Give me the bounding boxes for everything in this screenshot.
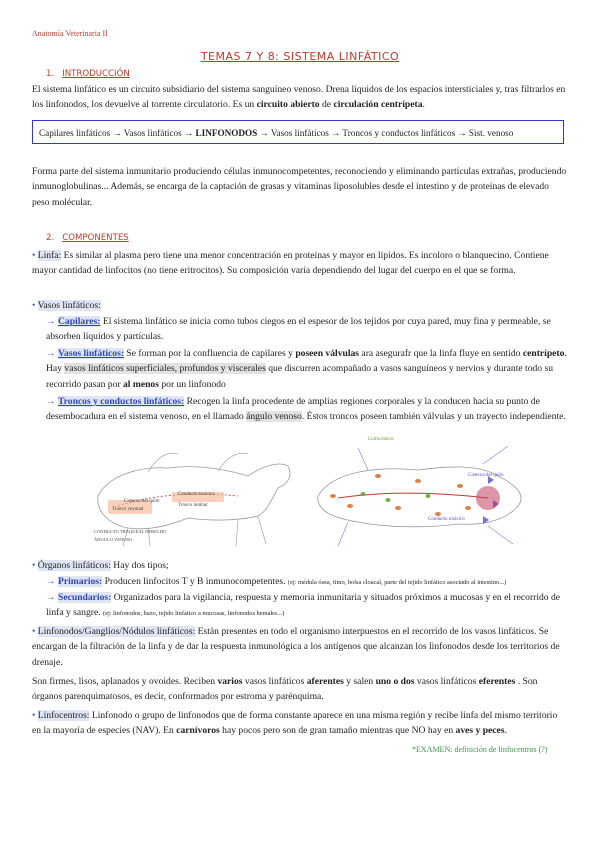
- label-conducto-toracico-right: Conducto torácico: [428, 517, 465, 522]
- vasos-linfaticos-paragraph: → Vasos linfáticos: Se forman por la confluencia de capilares y poseen válvulas ara asegurafr que la linfa fluye en sentido centrípeto. Hay vasos linfáticos superficiales, profundos y viscerales que discurren acompañado a vasos sanguíneos y nervios y durante todo su recorrido pasan por al menos por un linfonodo: [46, 348, 567, 390]
- page-title: TEMAS 7 Y 8: SISTEMA LINFÁTICO: [200, 50, 400, 63]
- linfonodos-paragraph-2: Son firmes, lisos, aplanados y ovoides. Reciben varios vasos linfáticos aferentes y salen uno o dos vasos linfáticos eferentes . Son órganos parenquimatosos, es decir, conformados por estroma y parénquima.: [32, 676, 538, 703]
- header-course: Anatomía Veterinaria II: [32, 29, 108, 38]
- lymph-flow-box: Capilares linfáticos → Vasos linfáticos → LINFONODOS → Vasos linfáticos → Troncos y conductos linfáticos → Sist. venoso: [32, 120, 564, 144]
- section-label: INTRODUCCIÓN: [62, 69, 130, 79]
- section-heading-2: [46, 232, 129, 246]
- term-vasos: Vasos linfáticos:: [37, 300, 101, 311]
- primarios-paragraph: → Primarios: Producen linfocitos T y B inmunocompetentes. (ej: médula ósea, timo, bolsa cloacal, parte del tejido linfático asociado al intestino...): [46, 576, 507, 587]
- term-linfa: Linfa:: [37, 250, 62, 261]
- intro-paragraph: El sistema linfático es un circuito subsidiario del sistema sanguíneo venoso. Drena líquidos de los espacios intersticiales y, tras filtrarlos en los linfonodos, los devuelve al torrente circulatorio. Es un circuito abierto de circulación centrípeta.: [32, 84, 566, 111]
- section-number: 1.: [46, 69, 55, 79]
- label-tronco-yeyunal: Tronco yeyunal: [112, 507, 144, 512]
- section-label: COMPONENTES: [62, 233, 129, 243]
- section-heading-1: [46, 68, 130, 82]
- label-linfocentros: Linfocentros: [368, 437, 394, 442]
- label-tronco-lumbar: Tronco lumbar: [178, 503, 208, 508]
- linfocentros-paragraph: • Linfocentros: Linfonodo o grupo de linfonodos que de forma constante aparece en una misma región y recibe linfa del mismo territorio en la mayoría de especies (NAV). En carnívoros hay pocos pero son de gran tamaño mientras que NO hay en aves y peces.: [32, 710, 558, 737]
- intro-paragraph-2: Forma parte del sistema inmunitario produciendo células inmunocompetentes, reconociendo y eliminando partículas extrañas, produciendo inmunoglobulinas... Además, se encarga de la captación de grasas y vitaminas liposolubles desde el intestino y de proteínas de elevado peso molécular.: [32, 166, 567, 208]
- label-angulo-venoso: ÁNGULO VENOSO: [94, 537, 133, 542]
- organos-heading: • Órganos linfáticos: Hay dos tipos;: [32, 560, 169, 571]
- troncos-paragraph: → Troncos y conductos linfáticos: Recogen la linfa procedente de amplias regiones corporales y la conducen hacia su punto de desembocadura en el sistema venoso, en el llamado ángulo venoso. Éstos troncos poseen también válvulas y un trayecto independiente.: [46, 396, 566, 423]
- label-cisterna-right: Cisterna del quilo: [468, 473, 504, 478]
- secundarios-paragraph: → Secundarios: Organizados para la vigilancia, respuesta y memoria inmunitaria y situados próximos a mucosas y en el recorrido de linfa y sangre. (ej: linfonodos, bazo, tejido linfático a mucosas, linfonodos hemales...): [46, 592, 561, 619]
- lymphatic-figure: [88, 436, 528, 552]
- linfa-paragraph: • Linfa: Es similar al plasma pero tiene una menor concentración en proteínas y mayor en lípidos. Es incoloro o blanquecino. Contiene mayor cantidad de linfocitos (no tiene eritrocitos). Su composición varía dependiendo del lugar del cuerpo en el que se forma.: [32, 250, 549, 277]
- exam-note: *EXAMEN: definición de linfocentros (?): [412, 745, 548, 754]
- section-number: 2.: [46, 233, 55, 243]
- linfonodos-paragraph: • Linfonodos/Ganglios/Nódulos linfáticos: Están presentes en todo el organismo interpuestos en el recorrido de los vasos linfáticos. Se encargan de la filtración de la linfa y de dar la respuesta inmunológica a los antígenos que alcanzan los linfonodos desde los territorios de drenaje.: [32, 626, 560, 668]
- capilares-paragraph: → Capilares: El sistema linfático se inicia como tubos ciegos en el espesor de los tejidos por cuya pared, muy fina y permeable, se absorben líquidos y partículas.: [46, 316, 551, 343]
- vasos-heading: • Vasos linfáticos:: [32, 300, 101, 311]
- label-cisterna-left: Cisterna del quilo: [124, 499, 160, 504]
- label-conducto-toracico-left: Conducto torácico: [178, 492, 215, 497]
- label-conducto-traqueal: CONDUCTO TRAQUEAL DERECHO: [94, 529, 167, 534]
